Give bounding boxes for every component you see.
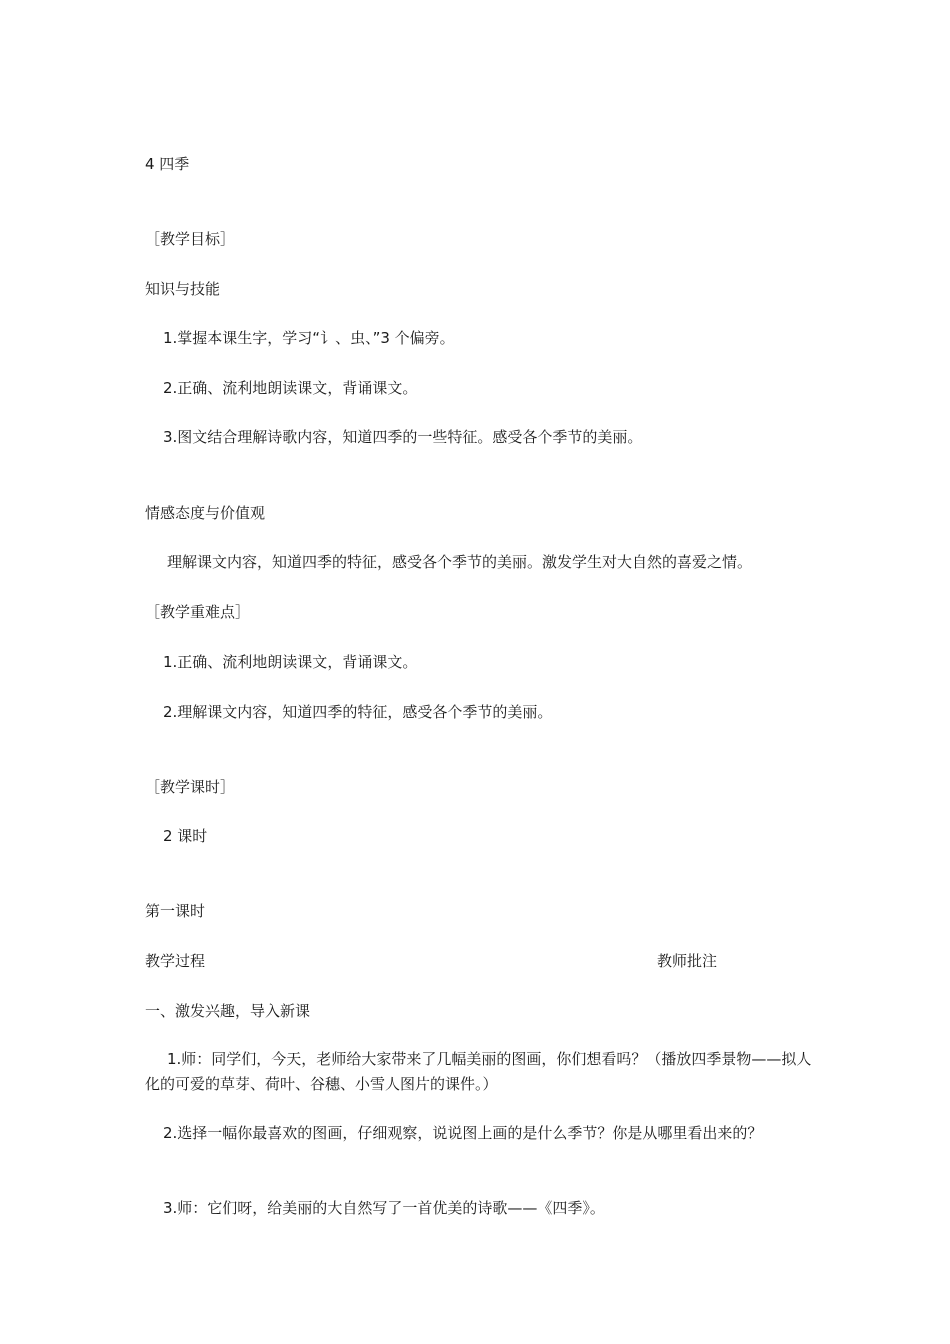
difficulty-item-2: 2.理解课文内容，知道四季的特征，感受各个季节的美丽。 — [163, 703, 553, 721]
difficulty-item-1: 1.正确、流利地朗读课文，背诵课文。 — [163, 653, 418, 671]
process-label: 教学过程 — [145, 952, 206, 970]
knowledge-heading: 知识与技能 — [145, 280, 221, 298]
first-lesson-heading: 第一课时 — [145, 902, 206, 920]
hours-heading: ［教学课时］ — [145, 778, 236, 796]
section1-item-1: 1.师：同学们，今天，老师给大家带来了几幅美丽的图画，你们想看吗？（播放四季景物——拟人化的可爱的草芽、荷叶、谷穗、小雪人图片的课件。） — [145, 1050, 812, 1093]
notes-label: 教师批注 — [657, 952, 718, 970]
section1-item-2: 2.选择一幅你最喜欢的图画，仔细观察，说说图上画的是什么季节？你是从哪里看出来的？ — [163, 1124, 763, 1142]
hours-value: 2 课时 — [163, 827, 208, 845]
section1-item-3: 3.师：它们呀，给美丽的大自然写了一首优美的诗歌——《四季》。 — [163, 1199, 605, 1217]
lesson-title: 4 四季 — [145, 155, 190, 173]
emotion-heading: 情感态度与价值观 — [145, 504, 266, 522]
knowledge-item-3: 3.图文结合理解诗歌内容，知道四季的一些特征。感受各个季节的美丽。 — [163, 428, 643, 446]
emotion-text: 理解课文内容，知道四季的特征，感受各个季节的美丽。激发学生对大自然的喜爱之情。 — [167, 553, 753, 571]
section1-heading: 一、激发兴趣，导入新课 — [145, 1002, 311, 1020]
difficulty-heading: ［教学重难点］ — [145, 603, 251, 621]
objectives-heading: ［教学目标］ — [145, 230, 236, 248]
knowledge-item-2: 2.正确、流利地朗读课文，背诵课文。 — [163, 379, 418, 397]
knowledge-item-1: 1.掌握本课生字，学习“讠、虫、”3 个偏旁。 — [163, 329, 455, 347]
